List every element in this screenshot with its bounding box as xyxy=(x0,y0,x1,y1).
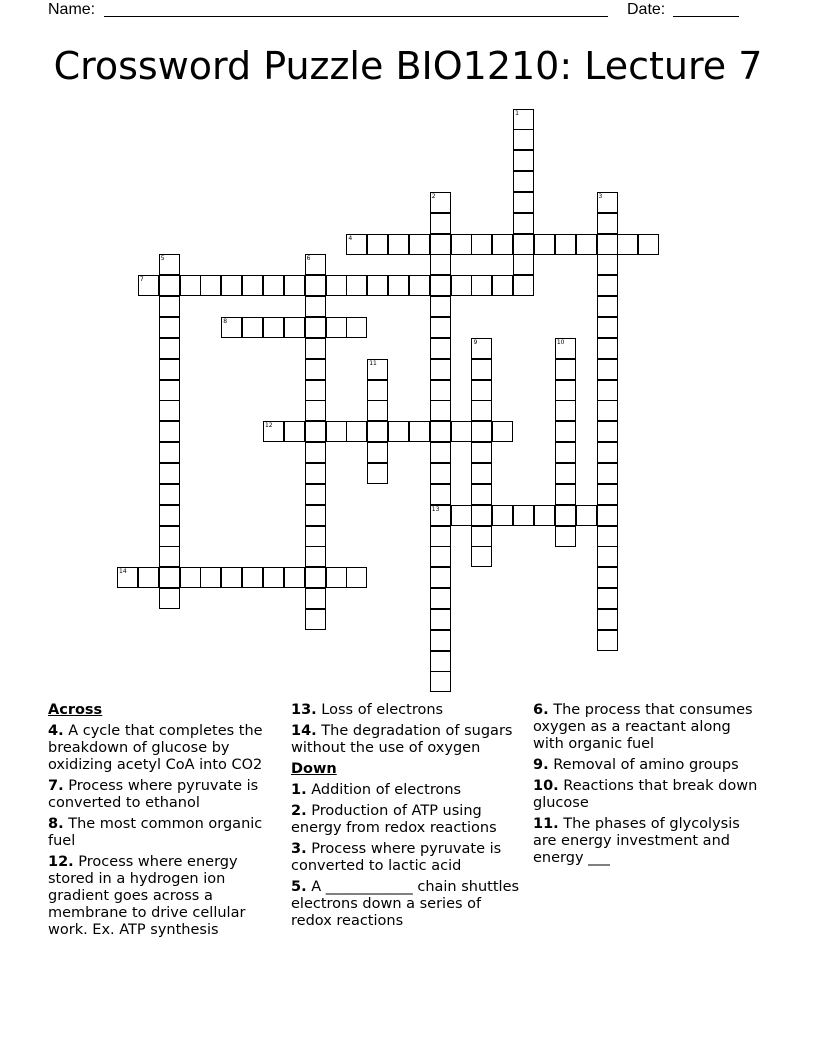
clue-item xyxy=(533,816,765,867)
crossword-cell[interactable] xyxy=(138,567,159,588)
crossword-cell[interactable] xyxy=(346,567,367,588)
crossword-cell[interactable] xyxy=(576,505,597,526)
clue-number: 11. xyxy=(533,816,559,832)
clue-item xyxy=(533,757,765,774)
crossword-cell[interactable] xyxy=(159,338,180,359)
down-clue-list xyxy=(291,782,523,930)
crossword-cell[interactable] xyxy=(430,254,451,275)
clue-text: The most common organic fuel xyxy=(48,816,263,849)
crossword-cell[interactable] xyxy=(430,567,451,588)
crossword-cell[interactable] xyxy=(326,567,347,588)
clue-text: A ____________ chain shuttles electrons down a series of redox reactions xyxy=(291,879,520,929)
crossword-cell[interactable] xyxy=(367,463,388,484)
crossword-cell[interactable] xyxy=(221,275,242,296)
crossword-cell[interactable] xyxy=(430,380,451,401)
crossword-cell[interactable] xyxy=(305,484,326,505)
clue-text: Process where energy stored in a hydrogen ion gradient goes across a membrane to drive cellular work. Ex. ATP synthesis xyxy=(48,854,246,938)
crossword-cell[interactable] xyxy=(555,484,576,505)
crossword-cell[interactable] xyxy=(159,546,180,567)
crossword-cell[interactable] xyxy=(430,671,451,692)
clue-item xyxy=(48,778,280,812)
cell-number: 13 xyxy=(431,505,440,513)
crossword-cell[interactable] xyxy=(430,192,451,213)
crossword-cell[interactable] xyxy=(430,296,451,317)
crossword-cell[interactable] xyxy=(555,338,576,359)
clue-item xyxy=(48,816,280,850)
crossword-cell[interactable] xyxy=(430,275,451,296)
cell-number: 14 xyxy=(119,568,127,576)
crossword-cell[interactable] xyxy=(180,275,201,296)
crossword-cell[interactable] xyxy=(430,317,451,338)
crossword-cell[interactable] xyxy=(430,442,451,463)
crossword-cell[interactable] xyxy=(367,400,388,421)
cell-number: 2 xyxy=(431,192,436,200)
crossword-cell[interactable] xyxy=(159,567,180,588)
crossword-cell[interactable] xyxy=(597,400,618,421)
crossword-cell[interactable] xyxy=(471,484,492,505)
clue-text: Addition of electrons xyxy=(306,782,462,798)
crossword-cell[interactable] xyxy=(346,421,367,442)
crossword-cell[interactable] xyxy=(159,526,180,547)
crossword-cell[interactable] xyxy=(305,463,326,484)
clue-number: 13. xyxy=(291,702,317,718)
crossword-cell[interactable] xyxy=(430,421,451,442)
crossword-cell[interactable] xyxy=(597,609,618,630)
crossword-cell[interactable] xyxy=(305,317,326,338)
crossword-cell[interactable] xyxy=(159,359,180,380)
crossword-cell[interactable] xyxy=(305,338,326,359)
crossword-cell[interactable] xyxy=(305,567,326,588)
cell-number: 4 xyxy=(348,234,353,242)
cell-number: 9 xyxy=(473,338,478,346)
cell-number: 5 xyxy=(160,255,165,263)
crossword-cell[interactable] xyxy=(471,421,492,442)
crossword-cell[interactable] xyxy=(492,421,513,442)
crossword-cell[interactable] xyxy=(305,442,326,463)
across-clue-list xyxy=(48,723,280,939)
crossword-cell[interactable] xyxy=(263,275,284,296)
crossword-cell[interactable] xyxy=(180,567,201,588)
crossword-cell[interactable] xyxy=(200,567,221,588)
clue-number: 10. xyxy=(533,778,559,794)
crossword-cell[interactable] xyxy=(451,505,472,526)
crossword-cell[interactable] xyxy=(597,588,618,609)
crossword-cell[interactable] xyxy=(555,359,576,380)
crossword-cell[interactable] xyxy=(555,400,576,421)
crossword-cell[interactable] xyxy=(117,567,138,588)
crossword-cell[interactable] xyxy=(430,338,451,359)
crossword-cell[interactable] xyxy=(555,463,576,484)
clue-number: 8. xyxy=(48,816,64,832)
crossword-cell[interactable] xyxy=(597,630,618,651)
crossword-cell[interactable] xyxy=(617,234,638,255)
clue-item xyxy=(48,854,280,939)
crossword-cell[interactable] xyxy=(430,588,451,609)
cell-number: 1 xyxy=(515,109,519,117)
crossword-cell[interactable] xyxy=(305,588,326,609)
crossword-cell[interactable] xyxy=(305,380,326,401)
crossword-cell[interactable] xyxy=(409,275,430,296)
crossword-cell[interactable] xyxy=(555,505,576,526)
crossword-cell[interactable] xyxy=(305,526,326,547)
crossword-cell[interactable] xyxy=(597,338,618,359)
crossword-cell[interactable] xyxy=(263,317,284,338)
crossword-cell[interactable] xyxy=(430,359,451,380)
clue-number: 2. xyxy=(291,803,307,819)
name-label: Name: xyxy=(48,1,96,18)
crossword-cell[interactable] xyxy=(471,380,492,401)
clue-text: The process that consumes oxygen as a reactant along with organic fuel xyxy=(533,702,753,752)
crossword-cell[interactable] xyxy=(597,213,618,234)
crossword-cell[interactable] xyxy=(200,275,221,296)
crossword-cell[interactable] xyxy=(513,150,534,171)
crossword-cell[interactable] xyxy=(159,254,180,275)
crossword-cell[interactable] xyxy=(597,526,618,547)
crossword-cell[interactable] xyxy=(367,380,388,401)
crossword-cell[interactable] xyxy=(597,275,618,296)
crossword-cell[interactable] xyxy=(534,505,555,526)
crossword-cell[interactable] xyxy=(430,484,451,505)
clue-item xyxy=(291,803,523,837)
clue-item xyxy=(48,723,280,774)
clue-number: 7. xyxy=(48,778,64,794)
crossword-cell[interactable] xyxy=(597,359,618,380)
crossword-cell[interactable] xyxy=(471,234,492,255)
clue-text: Process where pyruvate is converted to lactic acid xyxy=(291,841,502,874)
cell-number: 6 xyxy=(306,255,311,263)
clue-text: Reactions that break down glucose xyxy=(533,778,758,811)
crossword-cell[interactable] xyxy=(430,609,451,630)
clue-item xyxy=(291,702,523,719)
clue-text: Removal of amino groups xyxy=(548,757,739,773)
crossword-cell[interactable] xyxy=(346,317,367,338)
crossword-cell[interactable] xyxy=(597,505,618,526)
crossword-cell[interactable] xyxy=(597,296,618,317)
crossword-cell[interactable] xyxy=(513,109,534,130)
crossword-cell[interactable] xyxy=(159,275,180,296)
down-heading: Down xyxy=(291,761,337,777)
crossword-cell[interactable] xyxy=(430,546,451,567)
crossword-cell[interactable] xyxy=(284,275,305,296)
crossword-cell[interactable] xyxy=(367,234,388,255)
crossword-cell[interactable] xyxy=(388,234,409,255)
crossword-cell[interactable] xyxy=(305,505,326,526)
crossword-cell[interactable] xyxy=(597,380,618,401)
crossword-cell[interactable] xyxy=(409,234,430,255)
crossword-cell[interactable] xyxy=(305,400,326,421)
clue-number: 14. xyxy=(291,723,317,739)
across-heading: Across xyxy=(48,702,103,718)
clue-item xyxy=(533,778,765,812)
crossword-cell[interactable] xyxy=(305,254,326,275)
down-clue-list-continued xyxy=(533,702,765,867)
crossword-cell[interactable] xyxy=(597,192,618,213)
crossword-cell[interactable] xyxy=(471,463,492,484)
crossword-cell[interactable] xyxy=(597,317,618,338)
crossword-cell[interactable] xyxy=(159,400,180,421)
crossword-cell[interactable] xyxy=(159,588,180,609)
crossword-cell[interactable] xyxy=(451,275,472,296)
clue-number: 6. xyxy=(533,702,549,718)
crossword-cell[interactable] xyxy=(305,296,326,317)
crossword-cell[interactable] xyxy=(430,234,451,255)
crossword-cell[interactable] xyxy=(242,275,263,296)
crossword-cell[interactable] xyxy=(471,442,492,463)
crossword-cell[interactable] xyxy=(263,421,284,442)
clue-column-2 xyxy=(291,702,523,934)
crossword-cell[interactable] xyxy=(597,484,618,505)
crossword-cell[interactable] xyxy=(388,275,409,296)
clue-number: 3. xyxy=(291,841,307,857)
crossword-cell[interactable] xyxy=(221,567,242,588)
crossword-cell[interactable] xyxy=(471,546,492,567)
clue-number: 12. xyxy=(48,854,74,870)
crossword-cell[interactable] xyxy=(492,275,513,296)
crossword-cell[interactable] xyxy=(597,546,618,567)
crossword-cell[interactable] xyxy=(138,275,159,296)
crossword-cell[interactable] xyxy=(305,359,326,380)
clue-text: A cycle that completes the breakdown of glucose by oxidizing acetyl CoA into CO2 xyxy=(48,723,263,773)
crossword-cell[interactable] xyxy=(346,275,367,296)
crossword-cell[interactable] xyxy=(263,567,284,588)
clue-text: Production of ATP using energy from redox reactions xyxy=(291,803,497,836)
crossword-cell[interactable] xyxy=(555,421,576,442)
crossword-cell[interactable] xyxy=(513,275,534,296)
crossword-cell[interactable] xyxy=(597,234,618,255)
crossword-cell[interactable] xyxy=(555,526,576,547)
crossword-cell[interactable] xyxy=(159,317,180,338)
crossword-cell[interactable] xyxy=(513,192,534,213)
cell-number: 12 xyxy=(264,422,273,430)
clue-column-1 xyxy=(48,702,280,943)
crossword-cell[interactable] xyxy=(367,359,388,380)
clue-item xyxy=(291,841,523,875)
crossword-cell[interactable] xyxy=(305,609,326,630)
crossword-cell[interactable] xyxy=(430,651,451,672)
clue-column-3 xyxy=(533,702,765,871)
crossword-cell[interactable] xyxy=(367,442,388,463)
crossword-cell[interactable] xyxy=(513,254,534,275)
crossword-cell[interactable] xyxy=(159,442,180,463)
clue-item xyxy=(291,723,523,757)
crossword-cell[interactable] xyxy=(638,234,659,255)
crossword-cell[interactable] xyxy=(159,421,180,442)
crossword-cell[interactable] xyxy=(367,275,388,296)
crossword-cell[interactable] xyxy=(159,380,180,401)
crossword-cell[interactable] xyxy=(430,505,451,526)
crossword-cell[interactable] xyxy=(471,505,492,526)
clue-text: The phases of glycolysis are energy investment and energy ___ xyxy=(533,816,740,866)
crossword-cell[interactable] xyxy=(159,484,180,505)
crossword-cell[interactable] xyxy=(221,317,242,338)
crossword-cell[interactable] xyxy=(430,400,451,421)
crossword-cell[interactable] xyxy=(597,567,618,588)
crossword-cell[interactable] xyxy=(305,421,326,442)
crossword-cell[interactable] xyxy=(159,505,180,526)
cell-number: 7 xyxy=(139,276,144,284)
crossword-cell[interactable] xyxy=(492,505,513,526)
crossword-cell[interactable] xyxy=(513,213,534,234)
clue-number: 9. xyxy=(533,757,549,773)
crossword-cell[interactable] xyxy=(284,421,305,442)
crossword-cell[interactable] xyxy=(326,275,347,296)
crossword-cell[interactable] xyxy=(305,546,326,567)
cell-number: 8 xyxy=(223,318,228,325)
page-title: Crossword Puzzle BIO1210: Lecture 7 xyxy=(53,44,763,88)
clue-number: 4. xyxy=(48,723,64,739)
crossword-cell[interactable] xyxy=(555,442,576,463)
crossword-cell[interactable] xyxy=(471,275,492,296)
clue-text: Loss of electrons xyxy=(316,702,444,718)
clue-item xyxy=(533,702,765,753)
crossword-cell[interactable] xyxy=(430,213,451,234)
clue-text: The degradation of sugars without the use of oxygen xyxy=(291,723,513,756)
date-label: Date: xyxy=(627,1,666,18)
crossword-cell[interactable] xyxy=(451,234,472,255)
clue-number: 1. xyxy=(291,782,307,798)
crossword-cell[interactable] xyxy=(346,234,367,255)
crossword-cell[interactable] xyxy=(367,421,388,442)
crossword-cell[interactable] xyxy=(555,234,576,255)
crossword-cell[interactable] xyxy=(513,234,534,255)
clue-item xyxy=(291,879,523,930)
crossword-cell[interactable] xyxy=(597,442,618,463)
clue-number: 5. xyxy=(291,879,307,895)
crossword-cell[interactable] xyxy=(513,129,534,150)
crossword-cell[interactable] xyxy=(471,526,492,547)
crossword-cell[interactable] xyxy=(471,359,492,380)
cell-number: 10 xyxy=(556,338,565,346)
crossword-cell[interactable] xyxy=(159,296,180,317)
crossword-cell[interactable] xyxy=(430,526,451,547)
crossword-cell[interactable] xyxy=(471,400,492,421)
crossword-cell[interactable] xyxy=(388,421,409,442)
crossword-cell[interactable] xyxy=(430,463,451,484)
cell-number: 11 xyxy=(369,359,377,367)
crossword-cell[interactable] xyxy=(451,421,472,442)
across-clue-list-continued xyxy=(291,702,523,757)
crossword-cell[interactable] xyxy=(326,421,347,442)
clue-text: Process where pyruvate is converted to ethanol xyxy=(48,778,259,811)
crossword-cell[interactable] xyxy=(242,567,263,588)
crossword-cell[interactable] xyxy=(597,254,618,275)
crossword-cell[interactable] xyxy=(159,463,180,484)
crossword-cell[interactable] xyxy=(534,234,555,255)
crossword-cell[interactable] xyxy=(326,317,347,338)
crossword-cell[interactable] xyxy=(597,421,618,442)
crossword-cell[interactable] xyxy=(305,275,326,296)
crossword-cell[interactable] xyxy=(597,463,618,484)
crossword-cell[interactable] xyxy=(576,234,597,255)
crossword-cell[interactable] xyxy=(284,317,305,338)
crossword-cell[interactable] xyxy=(471,338,492,359)
clue-item xyxy=(291,782,523,799)
cell-number: 3 xyxy=(598,192,603,200)
crossword-cell[interactable] xyxy=(492,234,513,255)
crossword-cell[interactable] xyxy=(409,421,430,442)
crossword-cell[interactable] xyxy=(513,171,534,192)
crossword-cell[interactable] xyxy=(242,317,263,338)
crossword-cell[interactable] xyxy=(284,567,305,588)
crossword-cell[interactable] xyxy=(430,630,451,651)
crossword-cell[interactable] xyxy=(513,505,534,526)
crossword-cell[interactable] xyxy=(555,380,576,401)
